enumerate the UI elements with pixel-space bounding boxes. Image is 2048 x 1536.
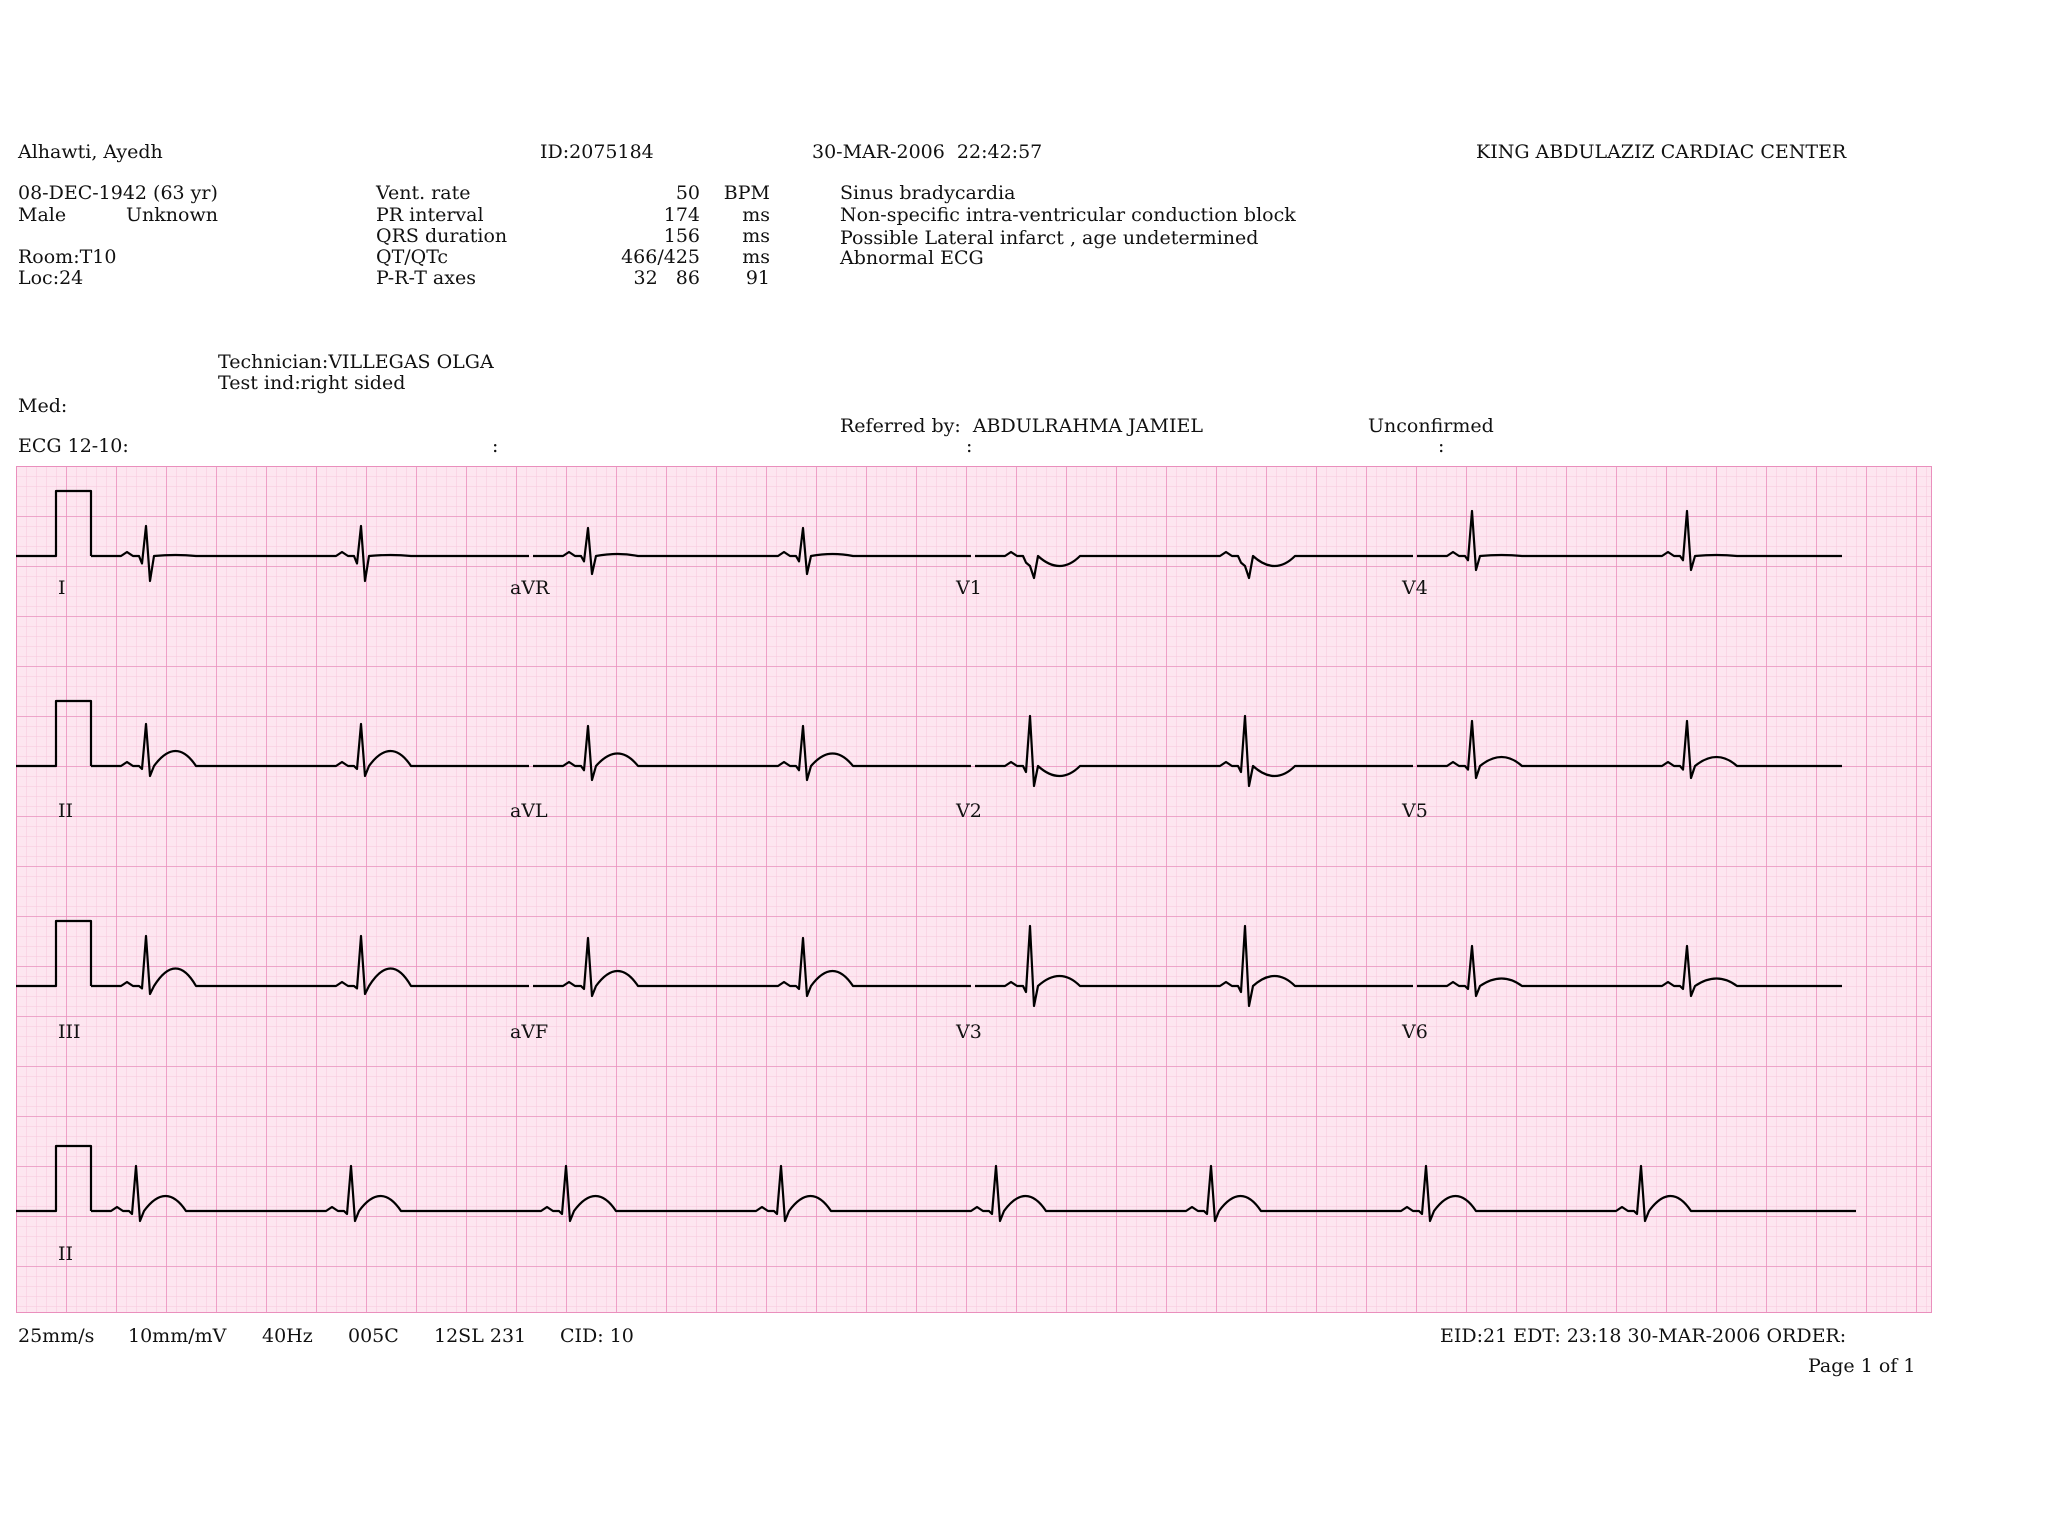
referred-by: Referred by: ABDULRAHMA JAMIEL [840, 415, 1203, 437]
filter-setting: 40Hz [262, 1325, 313, 1347]
technician: Technician:VILLEGAS OLGA [218, 351, 494, 373]
measurement-label: Vent. rate [376, 182, 471, 204]
measurement-unit: BPM [723, 182, 770, 204]
confirmation-status: Unconfirmed [1368, 415, 1494, 437]
page-number: Page 1 of 1 [1808, 1355, 1916, 1377]
paper-speed: 25mm/s [18, 1325, 95, 1347]
measurement-unit: ms [742, 246, 770, 268]
interpretation-line: Non-specific intra-ventricular conduction block [840, 204, 1296, 226]
patient-race: Unknown [126, 204, 218, 226]
gain-setting: 10mm/mV [128, 1325, 227, 1347]
ecg-label: ECG 12-10: [18, 435, 129, 457]
measurement-label: QT/QTc [376, 246, 449, 268]
patient-loc: Loc:24 [18, 267, 84, 289]
program-code: 12SL 231 [434, 1325, 527, 1347]
measurement-value: 32 86 [633, 267, 700, 289]
measurement-unit: 91 [745, 267, 770, 289]
lead-label: V1 [956, 577, 982, 599]
separator-colon: : [492, 435, 499, 457]
interpretation-line: Possible Lateral infarct , age undetermined [840, 227, 1259, 249]
ecg-grid [16, 466, 1932, 1313]
edit-info: EID:21 EDT: 23:18 30-MAR-2006 ORDER: [1440, 1325, 1847, 1347]
measurement-value: 174 [663, 204, 700, 226]
lead-label: V5 [1402, 800, 1428, 822]
lead-label: V6 [1402, 1021, 1428, 1043]
lead-label: aVL [510, 800, 548, 822]
cart-id: CID: 10 [560, 1325, 634, 1347]
measurement-value: 466/425 [621, 246, 700, 268]
patient-id: ID:2075184 [540, 141, 654, 163]
measurement-unit: ms [742, 204, 770, 226]
lead-label: II [58, 800, 74, 822]
lead-label: I [58, 577, 66, 599]
patient-dob: 08-DEC-1942 (63 yr) [18, 182, 218, 204]
measurement-label: PR interval [376, 204, 484, 226]
separator-colon: : [1438, 435, 1445, 457]
exam-datetime: 30-MAR-2006 22:42:57 [812, 141, 1043, 163]
lead-label: V2 [956, 800, 982, 822]
measurement-unit: ms [742, 225, 770, 247]
lead-label: V4 [1402, 577, 1428, 599]
interpretation-line: Abnormal ECG [840, 247, 984, 269]
patient-sex: Male [18, 204, 67, 226]
lead-label: V3 [956, 1021, 982, 1043]
lead-label: III [58, 1021, 81, 1043]
measurement-value: 156 [663, 225, 700, 247]
medication: Med: [18, 395, 68, 417]
interpretation-line: Sinus bradycardia [840, 182, 1016, 204]
device-code: 005C [348, 1325, 399, 1347]
patient-name: Alhawti, Ayedh [18, 141, 163, 163]
measurement-label: P-R-T axes [376, 267, 476, 289]
patient-room: Room:T10 [18, 246, 117, 268]
lead-label-rhythm: II [58, 1243, 74, 1265]
test-indication: Test ind:right sided [218, 372, 406, 394]
lead-label: aVF [510, 1021, 549, 1043]
institution-name: KING ABDULAZIZ CARDIAC CENTER [1476, 141, 1847, 163]
measurement-value: 50 [675, 182, 700, 204]
separator-colon: : [966, 435, 973, 457]
measurement-label: QRS duration [376, 225, 508, 247]
lead-label: aVR [510, 577, 550, 599]
